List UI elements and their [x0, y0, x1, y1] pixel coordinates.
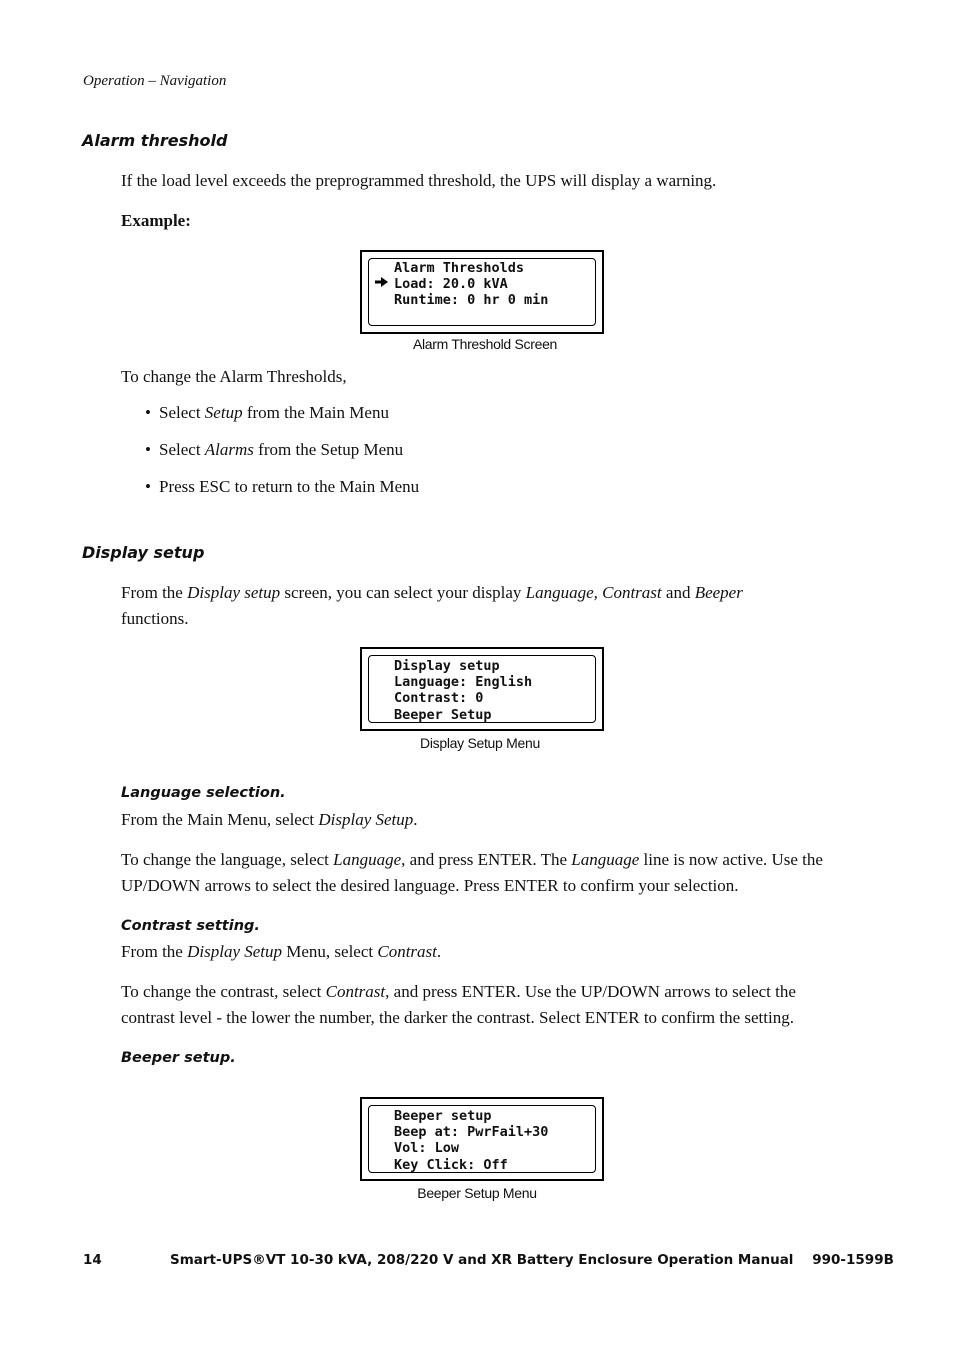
display-setup-screen	[360, 647, 604, 731]
page-number: 14	[83, 1252, 102, 1268]
figure-caption: Beeper Setup Menu	[417, 1185, 537, 1201]
bullet-symbol: •	[145, 477, 151, 496]
subheading-beeper-setup: Beeper setup.	[121, 1050, 236, 1066]
contrast-paragraph-1: From the Display Setup Menu, select Contrast.	[121, 942, 442, 961]
subheading-language-selection: Language selection.	[121, 785, 286, 801]
screen-line: Beeper Setup	[394, 706, 492, 723]
screen-line: Key Click: Off	[394, 1156, 508, 1173]
bullet-symbol: •	[145, 440, 151, 459]
screen-line: Contrast: 0	[394, 690, 484, 707]
screen-line: Load: 20.0 kVA	[394, 276, 508, 293]
screen-line: Language: English	[394, 674, 533, 691]
language-paragraph-1: From the Main Menu, select Display Setup.	[121, 810, 418, 829]
contrast-paragraph-2: To change the contrast, select Contrast, and press ENTER. Use the UP/DOWN arrows to select the contrast level - the lower the number, the darker the contrast. Select ENTER to confirm the setting.	[121, 982, 796, 1027]
alarm-intro-paragraph: If the load level exceeds the preprogrammed threshold, the UPS will display a warning.	[121, 171, 717, 190]
screen-line: Alarm Thresholds	[394, 260, 525, 276]
bullet-symbol: •	[145, 403, 151, 422]
screen-line: Vol: Low	[394, 1140, 460, 1157]
example-label: Example:	[121, 211, 191, 230]
alarm-threshold-screen	[360, 250, 604, 334]
running-header: Operation – Navigation	[83, 73, 227, 89]
figure-caption: Alarm Threshold Screen	[412, 336, 558, 352]
footer-title: Smart-UPS®VT 10-30 kVA, 208/220 V and XR Battery Enclosure Operation Manual 990-1599B	[170, 1252, 894, 1268]
screen-line: Runtime: 0 hr 0 min	[394, 292, 549, 309]
figure-caption: Display Setup Menu	[420, 735, 540, 751]
beeper-setup-screen	[360, 1097, 604, 1181]
language-paragraph-2: To change the language, select Language, and press ENTER. The Language line is now active. Use the UP/DOWN arrows to select the desired language. Press ENTER to confirm your selection.	[121, 850, 823, 895]
screen-line: Beep at: PwrFail+30	[394, 1124, 549, 1141]
change-alarm-intro: To change the Alarm Thresholds,	[121, 367, 347, 386]
screen-text	[394, 260, 548, 309]
section-heading-display-setup: Display setup	[82, 543, 205, 562]
screen-text	[394, 1108, 548, 1173]
screen-line: Beeper setup	[394, 1108, 492, 1124]
screen-text	[394, 658, 532, 723]
right-arrow-icon	[375, 277, 388, 287]
display-intro-paragraph: From the Display setup screen, you can select your display Language, Contrast and Beeper functions.	[121, 583, 743, 628]
subheading-contrast-setting: Contrast setting.	[121, 918, 260, 934]
section-heading-alarm-threshold: Alarm threshold	[82, 131, 228, 150]
screen-line: Display setup	[394, 658, 500, 674]
